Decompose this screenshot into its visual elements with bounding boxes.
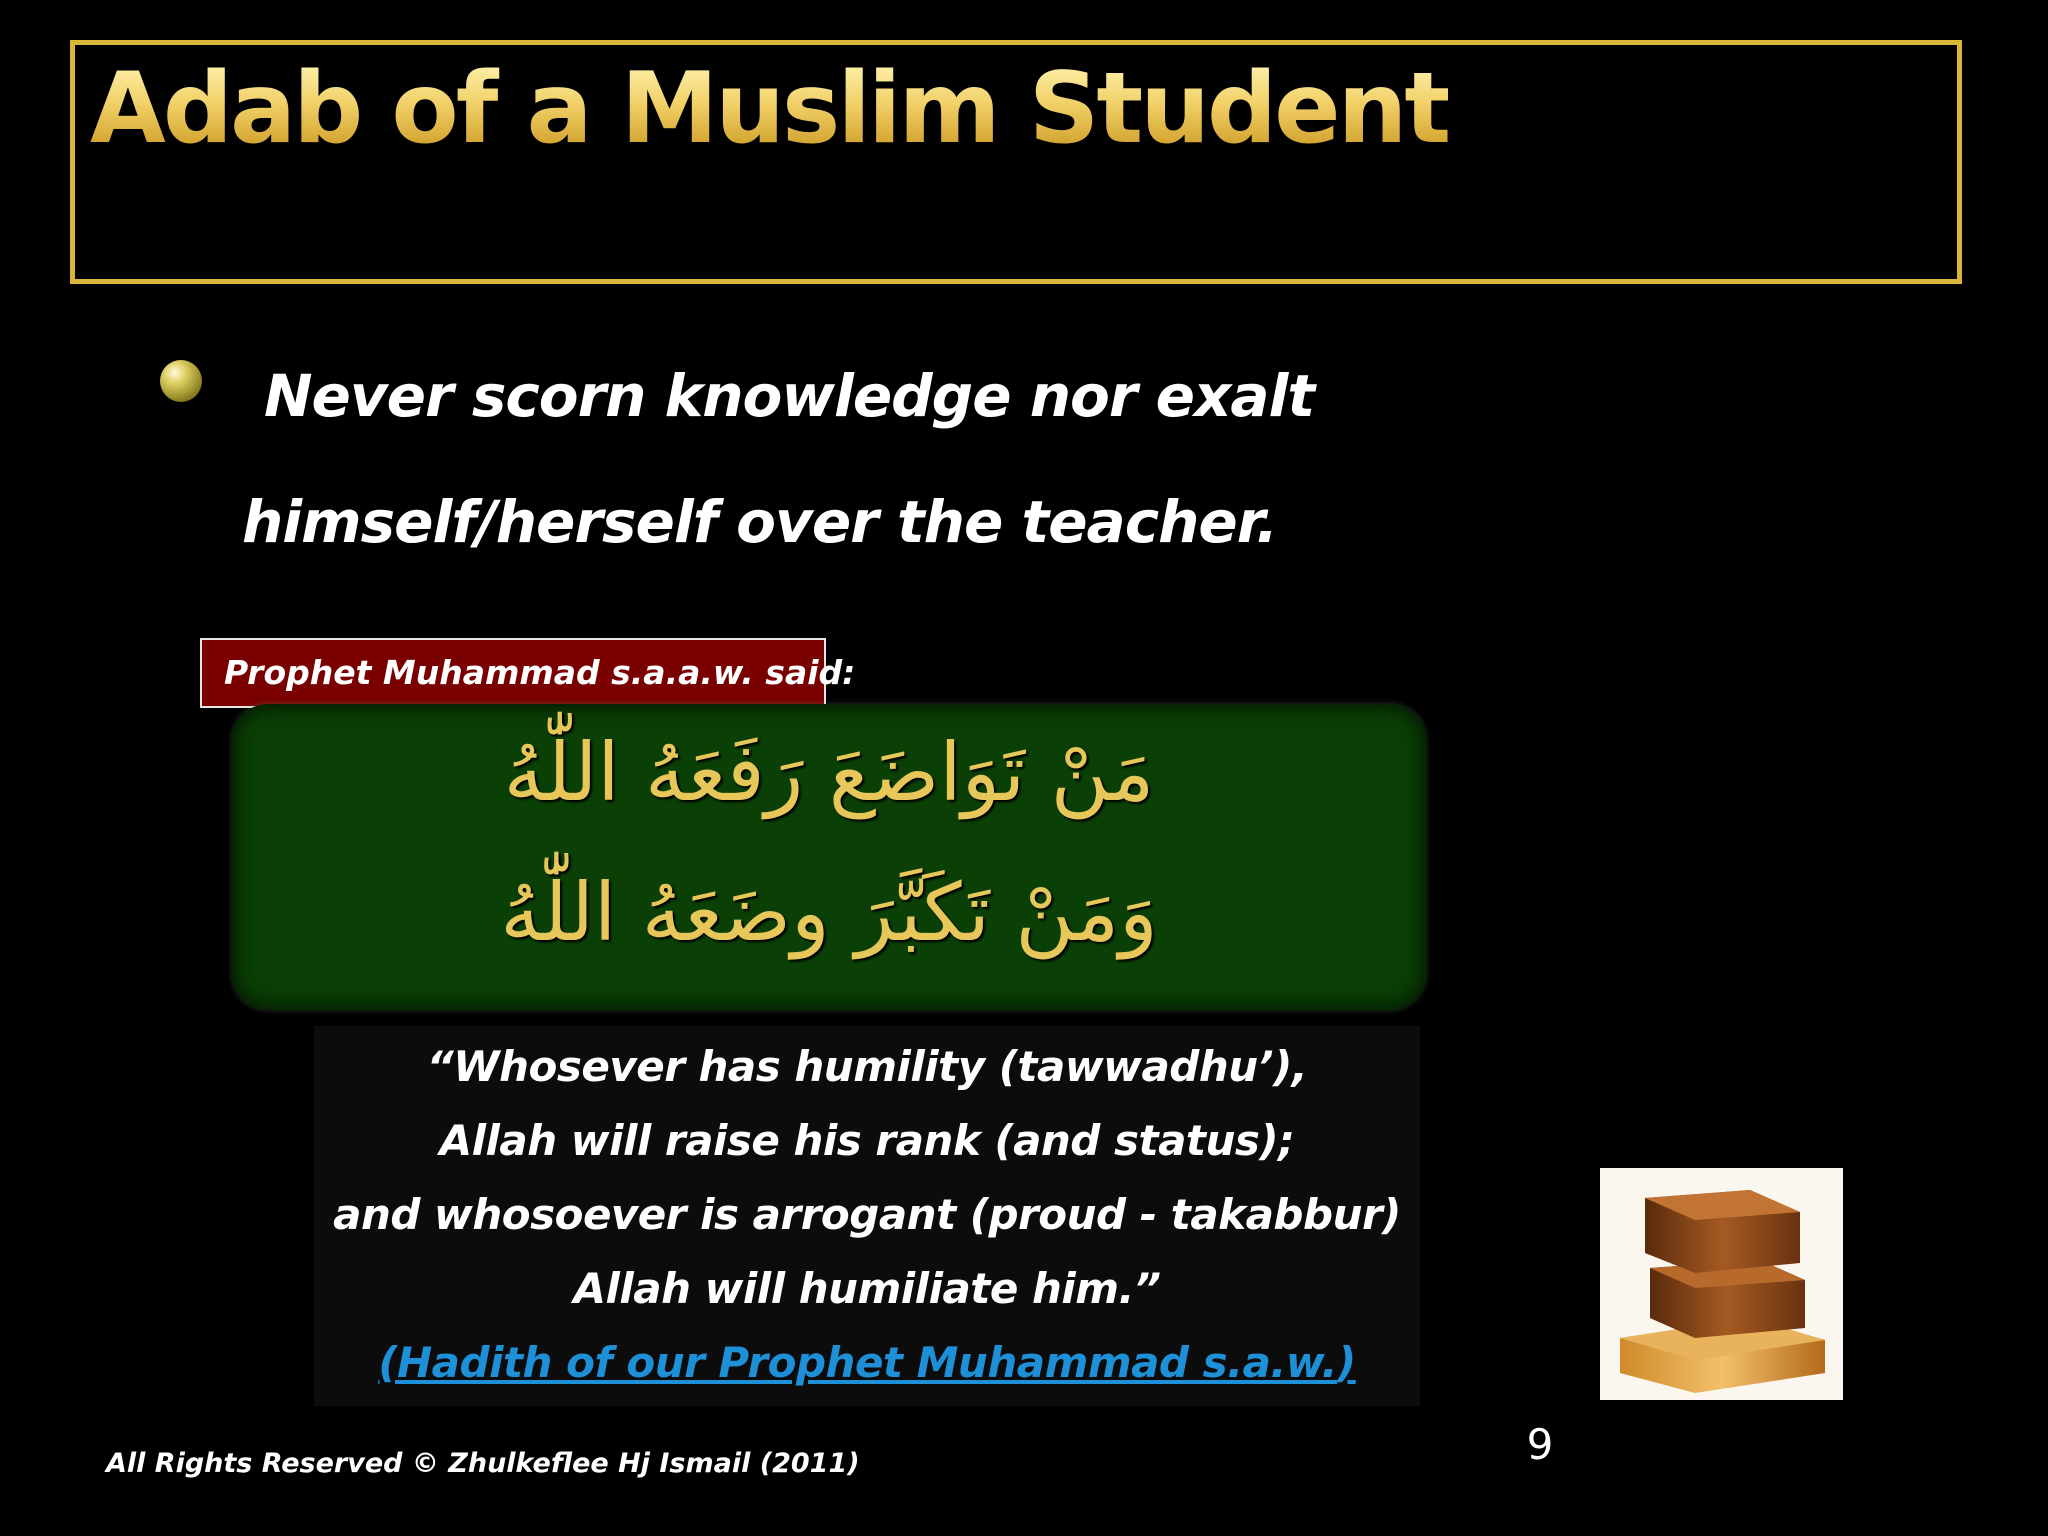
translation-line-4: Allah will humiliate him.” xyxy=(573,1264,1161,1313)
arabic-line-1: مَنْ تَوَاضَعَ رَفَعَهُ اللّٰهُ xyxy=(503,726,1155,819)
arabic-line-2: وَمَنْ تَكَبَّرَ وضَعَهُ اللّٰهُ xyxy=(500,866,1158,959)
hadith-source-link[interactable] xyxy=(378,1338,1355,1387)
prophet-said-label: Prophet Muhammad s.a.a.w. said: xyxy=(200,638,826,708)
link-text: Hadith of our Prophet Muhammad s.a.w. xyxy=(397,1338,1337,1387)
link-open-paren: ( xyxy=(378,1338,398,1387)
translation-line-1: “Whosever has humility (tawwadhu’), xyxy=(426,1042,1308,1091)
books-illustration xyxy=(1600,1168,1843,1400)
bullet-text-line-1: Never scorn knowledge nor exalt xyxy=(264,362,1315,430)
hadith-source xyxy=(314,1338,1420,1387)
bullet-text-line-2: himself/herself over the teacher. xyxy=(242,488,1278,556)
page-number: 9 xyxy=(1526,1420,1554,1469)
link-close-paren: ) xyxy=(1336,1338,1356,1387)
translation-line-2: Allah will raise his rank (and status); xyxy=(439,1116,1295,1165)
copyright-footer: All Rights Reserved © Zhulkeflee Hj Ismail (2011) xyxy=(106,1448,860,1479)
books-image xyxy=(1600,1168,1843,1400)
translation-line-3: and whosoever is arrogant (proud - takabbur) xyxy=(333,1190,1401,1239)
arabic-hadith-panel xyxy=(232,704,1426,1010)
slide-title: Adab of a Muslim Student xyxy=(90,52,1449,166)
bullet-dot-icon xyxy=(160,360,202,402)
translation-box xyxy=(314,1026,1420,1406)
